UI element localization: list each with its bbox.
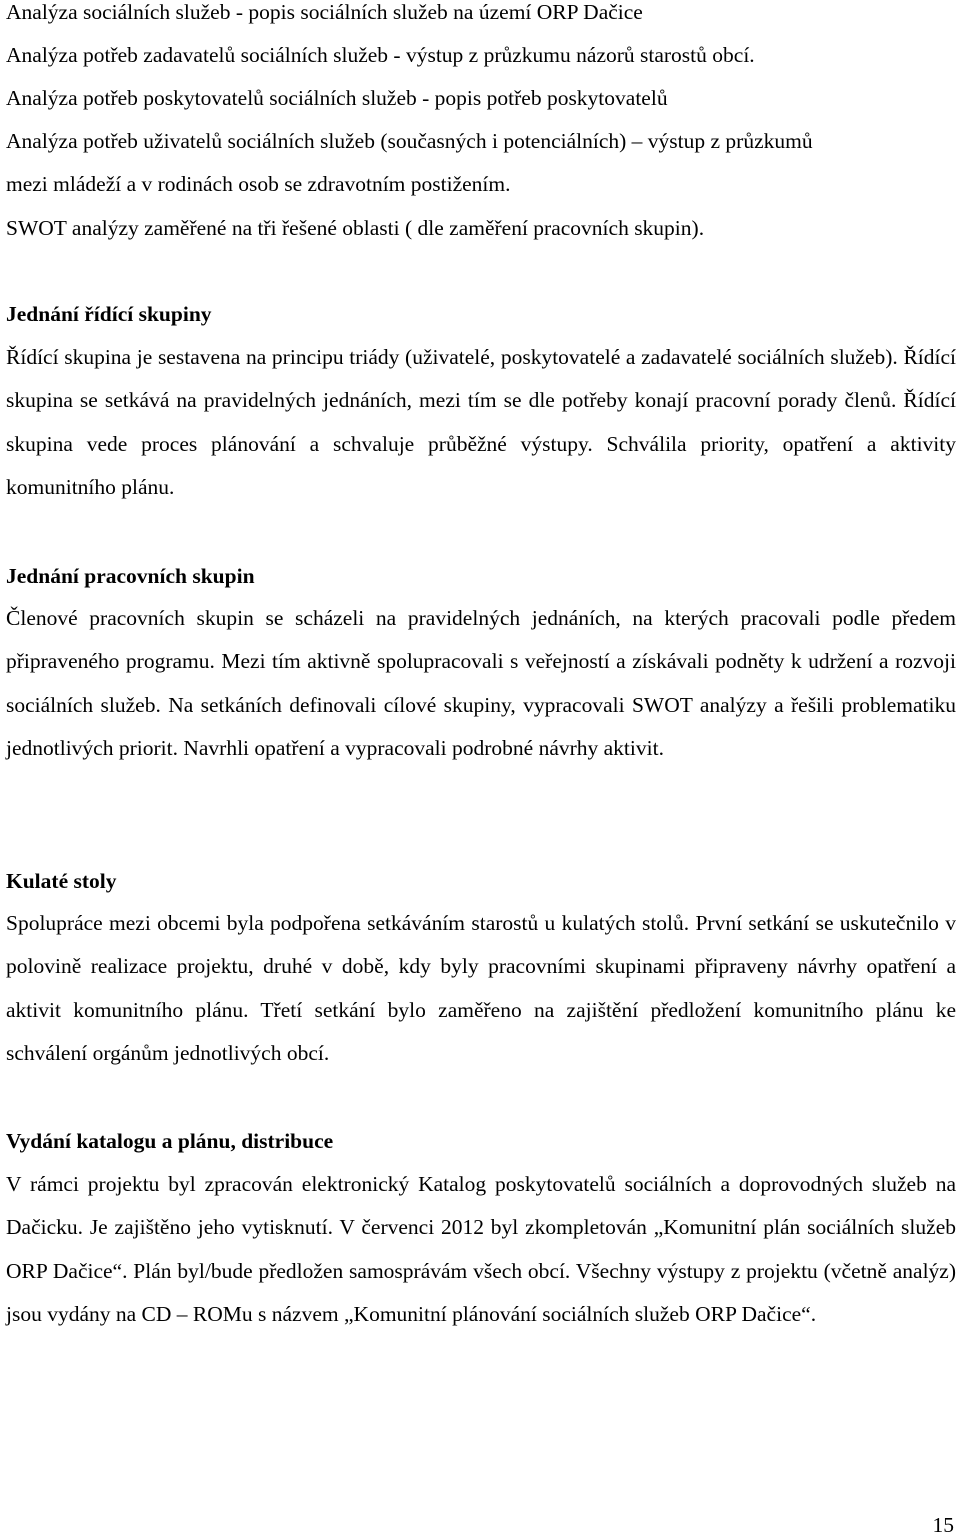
intro-line-3: Analýza potřeb poskytovatelů sociálních služeb - popis potřeb poskytovatelů <box>6 86 668 110</box>
section-heading-catalog-distribution: Vydání katalogu a plánu, distribuce <box>6 1129 334 1153</box>
section-heading-round-tables: Kulaté stoly <box>6 869 117 893</box>
section-body-working-groups: Členové pracovních skupin se scházeli na pravidelných jednáních, na kterých pracovali podle předem připraveného programu. Mezi tím aktivně spolupracovali s veřejností a získávali podněty k udržení a rozvoji sociálních služeb. Na setkáních definovali cílové skupiny, vypracovali SWOT analýzy a řešili problematiku jednotlivých priorit. Navrhli opatření a vypracovali podrobné návrhy aktivit. <box>6 606 956 761</box>
section-heading-steering-group: Jednání řídící skupiny <box>6 302 212 326</box>
intro-line-6: SWOT analýzy zaměřené na tři řešené oblasti ( dle zaměření pracovních skupin). <box>6 216 705 240</box>
intro-line-2: Analýza potřeb zadavatelů sociálních služeb - výstup z průzkumu názorů starostů obcí. <box>6 43 755 67</box>
intro-line-5: mezi mládeží a v rodinách osob se zdravotním postižením. <box>6 172 511 196</box>
section-body-round-tables: Spolupráce mezi obcemi byla podpořena setkáváním starostů u kulatých stolů. První setkání se uskutečnilo v polovině realizace projektu, druhé v době, kdy byly pracovními skupinami připraveny návrhy opatření a aktivit komunitního plánu. Třetí setkání bylo zaměřeno na zajištění předložení komunitního plánu ke schválení orgánům jednotlivých obcí. <box>6 911 956 1066</box>
section-body-steering-group: Řídící skupina je sestavena na principu triády (uživatelé, poskytovatelé a zadavatelé sociálních služeb). Řídící skupina se setkává na pravidelných jednáních, mezi tím se dle potřeby konají pracovní porady členů. Řídící skupina vede proces plánování a schvaluje průběžné výstupy. Schválila priority, opatření a aktivity komunitního plánu. <box>6 345 956 500</box>
page-number: 15 <box>932 1513 954 1537</box>
section-body-catalog-distribution: V rámci projektu byl zpracován elektronický Katalog poskytovatelů sociálních a doprovodných služeb na Dačicku. Je zajištěno jeho vytisknutí. V červenci 2012 byl zkompletován „Komunitní plán sociálních služeb ORP Dačice“. Plán byl/bude předložen samosprávám všech obcí. Všechny výstupy z projektu (včetně analýz) jsou vydány na CD – ROMu s názvem „Komunitní plánování sociálních služeb ORP Dačice“. <box>6 1172 956 1327</box>
intro-line-4: Analýza potřeb uživatelů sociálních služeb (současných i potenciálních) – výstup z průzkumů <box>6 129 813 153</box>
intro-line-1: Analýza sociálních služeb - popis sociálních služeb na území ORP Dačice <box>6 0 643 24</box>
section-heading-working-groups: Jednání pracovních skupin <box>6 564 255 588</box>
